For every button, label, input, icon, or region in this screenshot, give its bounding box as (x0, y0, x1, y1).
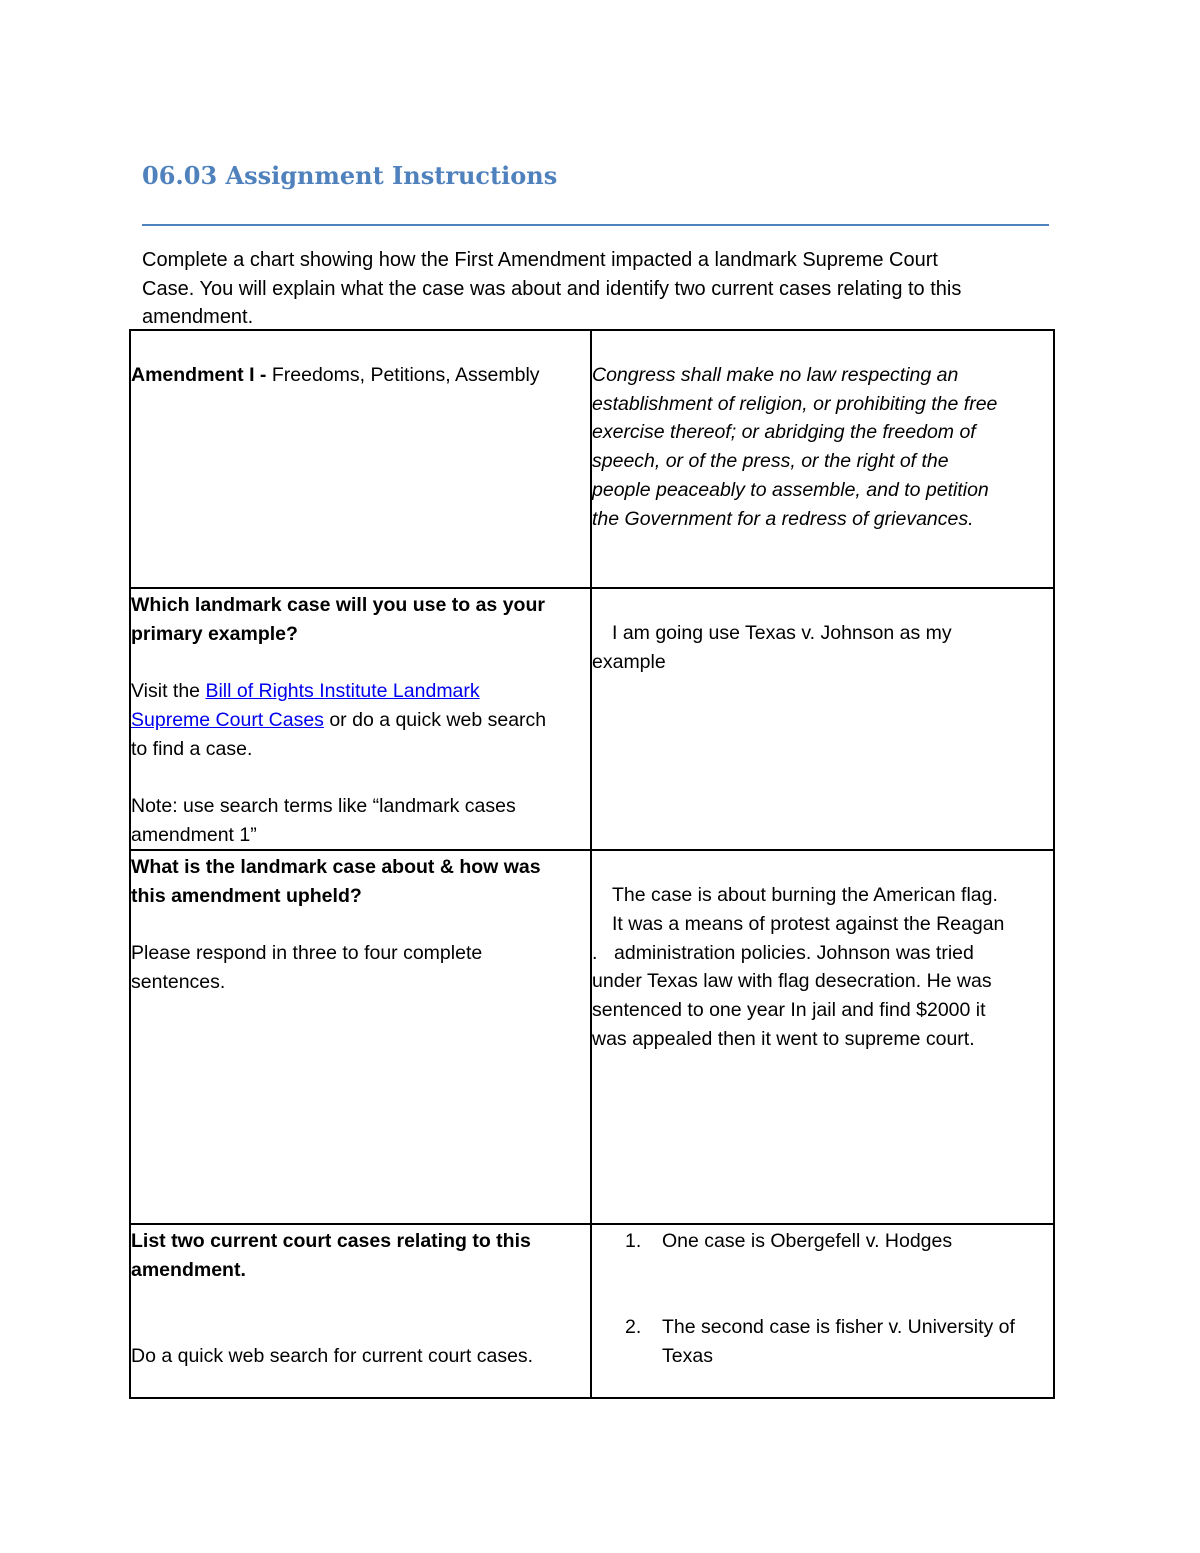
case-summary-answer-cell (591, 850, 1054, 1224)
quote-line: exercise thereof; or abridging the freedom of (592, 421, 976, 444)
amendment-label-cell (130, 330, 591, 588)
quote-line: speech, or of the press, or the right of the (592, 450, 949, 473)
quote-line: Congress shall make no law respecting an (592, 364, 959, 386)
question-line: What is the landmark case about & how was (131, 856, 541, 879)
list-item (592, 1313, 1053, 1370)
instruction-line: Please respond in three to four complete (131, 942, 483, 965)
current-cases-question-cell (130, 1224, 591, 1398)
amendment-number: Amendment I - (131, 364, 272, 386)
quote-line: people peaceably to assemble, and to petition (592, 478, 989, 501)
list-item (592, 1227, 1053, 1256)
page-title: 06.03 Assignment Instructions (142, 161, 558, 190)
chart-row-case-summary (130, 850, 1054, 1224)
answer-line: The case is about burning the American flag. (612, 884, 998, 907)
case-summary-question-cell (130, 850, 591, 1224)
visit-suffix: or do a quick web search (323, 708, 547, 731)
title-divider (142, 224, 1049, 226)
current-cases-list (592, 1225, 1053, 1370)
intro-line: Case. You will explain what the case was about and identify two current cases relating to this (142, 277, 962, 300)
list-number: 1. (625, 1230, 642, 1253)
chart-row-current-cases (130, 1224, 1054, 1398)
intro-paragraph (142, 246, 1042, 332)
visit-line (131, 706, 590, 735)
note-line: amendment 1” (131, 823, 257, 846)
bill-of-rights-link[interactable]: Bill of Rights Institute Landmark (205, 680, 480, 703)
quote-line: establishment of religion, or prohibiting the free (592, 392, 998, 415)
amendment-quote (592, 331, 1053, 533)
note-line: Note: use search terms like “landmark cases (131, 794, 516, 817)
answer-line: was appealed then it went to supreme court. (592, 1027, 975, 1050)
visit-prefix: Visit the (131, 680, 206, 703)
question-line: this amendment upheld? (131, 885, 362, 907)
list-text: The second case is fisher v. University of (662, 1316, 1015, 1339)
quote-line: the Government for a redress of grievances. (592, 507, 974, 530)
answer-line: sentenced to one year In jail and find $2000 it (592, 999, 986, 1022)
visit-line (131, 677, 590, 706)
landmark-question-cell (130, 588, 591, 850)
intro-line: Complete a chart showing how the First Amendment impacted a landmark Supreme Court (142, 249, 938, 271)
question-line: amendment. (131, 1259, 246, 1281)
bill-of-rights-link-continued[interactable]: Supreme Court Cases (131, 708, 324, 731)
landmark-answer-cell (591, 588, 1054, 850)
question-line: List two current court cases relating to this (131, 1230, 531, 1253)
visit-line: to find a case. (131, 737, 253, 760)
instruction-line: sentences. (131, 971, 226, 994)
answer-text: administration policies. Johnson was tried (614, 941, 974, 964)
instruction-line: Do a quick web search for current court cases. (131, 1345, 534, 1368)
current-cases-answer-cell (591, 1224, 1054, 1398)
assignment-chart (129, 329, 1055, 1399)
question-line: primary example? (131, 622, 298, 645)
amendment-subject: Freedoms, Petitions, Assembly (271, 364, 540, 386)
answer-line: under Texas law with flag desecration. He was (592, 970, 992, 993)
list-text: One case is Obergefell v. Hodges (662, 1230, 953, 1253)
list-text: Texas (662, 1345, 713, 1368)
chart-row-landmark-case (130, 588, 1054, 850)
chart-row-amendment (130, 330, 1054, 588)
stray-mark: . (592, 941, 598, 964)
answer-line: It was a means of protest against the Reagan (612, 913, 1005, 935)
list-number: 2. (625, 1316, 642, 1339)
answer-line: I am going use Texas v. Johnson as my (612, 622, 952, 644)
question-line: Which landmark case will you use to as your (131, 594, 545, 616)
intro-line: amendment. (142, 306, 254, 328)
answer-line: example (592, 650, 666, 673)
amendment-text-cell (591, 330, 1054, 588)
answer-line (592, 939, 1053, 968)
